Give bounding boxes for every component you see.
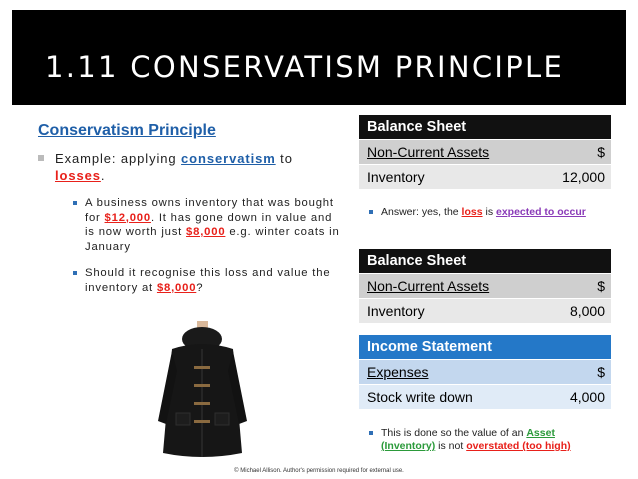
term-expected: expected to occur (495, 206, 586, 218)
column-label: Non-Current Assets (367, 144, 490, 160)
bullet-text: . (100, 168, 106, 183)
row-value: 8,000 (569, 303, 605, 319)
table-header (359, 115, 611, 140)
sub-text: e.g. winter coats in January (85, 226, 340, 253)
row-value: 12,000 (562, 169, 605, 185)
sub-text: ? (196, 281, 204, 294)
note-text: Answer: yes, the (381, 206, 462, 218)
income-statement-table (359, 335, 611, 410)
conclusion-note (369, 427, 606, 453)
term-loss: loss (461, 206, 483, 218)
note-text: is (482, 206, 496, 218)
term-conservatism: conservatism (181, 151, 276, 166)
sub-text: Should it recognise this loss and value the inventory at (85, 267, 331, 294)
table-row (359, 165, 611, 190)
amount-8000: $8,000 (156, 281, 197, 294)
column-unit: $ (597, 278, 605, 294)
bullet-example (38, 150, 343, 184)
table-header (359, 335, 611, 360)
table-title: Income Statement (367, 339, 492, 355)
row-value: 4,000 (569, 389, 605, 405)
table-row (359, 274, 611, 299)
amount-12000: $12,000 (104, 211, 151, 224)
table-header (359, 249, 611, 274)
balance-sheet-table-2 (359, 249, 611, 324)
note-text: This is done so the value of an (381, 427, 527, 439)
column-unit: $ (597, 364, 605, 380)
note-text: is not (435, 440, 467, 452)
page-title: 1.11 CONSERVATISM PRINCIPLE (45, 50, 565, 84)
table-title: Balance Sheet (367, 253, 467, 269)
answer-note (369, 206, 586, 219)
term-overstated: overstated (too high) (466, 440, 571, 452)
sub-text: . It has gone down in value and is now worth just (85, 211, 333, 238)
table-row (359, 140, 611, 165)
table-row (359, 299, 611, 324)
column-unit: $ (597, 144, 605, 160)
table-title: Balance Sheet (367, 119, 467, 135)
section-title: Conservatism Principle (38, 122, 216, 139)
sub-bullet-inventory (73, 196, 343, 254)
term-asset: Asset (Inventory) (381, 427, 555, 452)
winter-coat-image (150, 321, 255, 463)
row-label: Inventory (367, 169, 425, 185)
sub-bullet-question (73, 266, 343, 295)
title-banner (12, 10, 626, 105)
table-row (359, 385, 611, 410)
copyright-footer: © Michael Allison. Author's permission required for external use. (234, 468, 404, 474)
table-row (359, 360, 611, 385)
row-label: Inventory (367, 303, 425, 319)
row-label: Stock write down (367, 389, 473, 405)
term-losses: losses (55, 168, 101, 183)
bullet-text: Example: applying (55, 151, 182, 166)
column-label: Non-Current Assets (367, 278, 490, 294)
sub-text: A business owns inventory that was bought for (85, 197, 334, 224)
left-content (38, 122, 343, 295)
bullet-text: to (275, 151, 293, 166)
balance-sheet-table-1 (359, 115, 611, 190)
column-label: Expenses (367, 364, 429, 380)
amount-8000: $8,000 (186, 226, 226, 238)
